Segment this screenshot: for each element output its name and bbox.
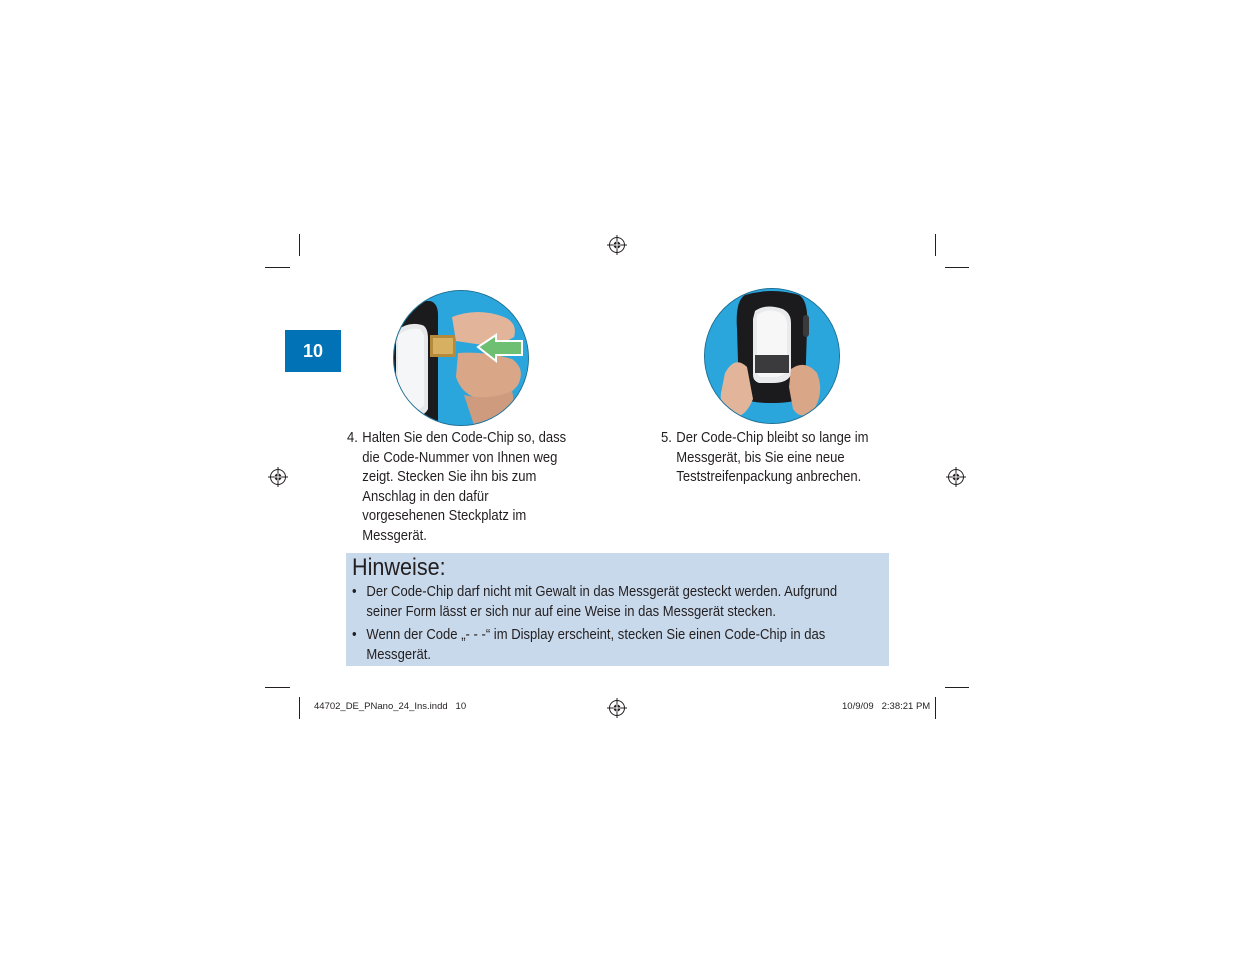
insert-code-chip-illustration <box>394 291 528 425</box>
registration-mark-icon <box>946 467 966 487</box>
registration-mark-icon <box>268 467 288 487</box>
step-4-first-line: 4. Halten Sie den Code-Chip so, dass <box>347 430 567 446</box>
step-5-line: Messgerät, bis Sie eine neue <box>676 449 845 466</box>
step-5-instruction <box>661 429 913 488</box>
photo-meter-with-code-chip <box>704 288 840 424</box>
step-5-first-line: 5. Der Code-Chip bleibt so lange im <box>661 430 869 446</box>
crop-mark-top-right-vertical <box>935 234 936 256</box>
page-number: 10 <box>302 340 324 361</box>
bullet-icon: • <box>352 584 357 600</box>
meter-with-code-chip-illustration <box>705 289 839 423</box>
note-item <box>352 626 856 665</box>
crop-mark-top-left-horizontal <box>265 267 290 268</box>
note-item <box>352 583 856 622</box>
bullet-icon: • <box>352 627 357 643</box>
crop-mark-bottom-right-horizontal <box>945 687 969 688</box>
footer-timestamp: 10/9/09 2:38:21 PM <box>842 701 931 712</box>
registration-mark-icon <box>607 235 627 255</box>
crop-mark-top-right-horizontal <box>945 267 969 268</box>
step-4-line: die Code-Nummer von Ihnen weg <box>362 449 558 466</box>
page-number-tab <box>285 330 341 372</box>
step-4-line: zeigt. Stecken Sie ihn bis zum <box>362 469 537 485</box>
crop-mark-bottom-right-vertical <box>935 697 936 719</box>
registration-mark-icon <box>607 698 627 718</box>
step-4-line: Messgerät. <box>362 527 427 544</box>
photo-insert-code-chip <box>393 290 529 426</box>
step-5-line: Teststreifenpackung anbrechen. <box>676 469 862 485</box>
step-4-instruction <box>347 429 599 546</box>
note-line: Messgerät. <box>366 646 431 663</box>
crop-mark-bottom-left-horizontal <box>265 687 290 688</box>
note-line: seiner Form lässt er sich nur auf eine Weise in das Messgerät stecken. <box>366 603 776 620</box>
footer-file-info: 44702_DE_PNano_24_Ins.indd 10 <box>314 701 467 712</box>
crop-mark-top-left-vertical <box>299 234 300 256</box>
note-line: Wenn der Code „- - -“ im Display erscheint, stecken Sie einen Code-Chip in das <box>366 627 826 643</box>
step-4-line: vorgesehenen Steckplatz im <box>362 508 527 524</box>
notes-box <box>346 553 889 666</box>
step-4-line: Anschlag in den dafür <box>362 488 489 505</box>
note-line: Der Code-Chip darf nicht mit Gewalt in das Messgerät gesteckt werden. Aufgrund <box>366 584 838 600</box>
crop-mark-bottom-left-vertical <box>299 697 300 719</box>
notes-title: Hinweise: <box>352 554 446 581</box>
